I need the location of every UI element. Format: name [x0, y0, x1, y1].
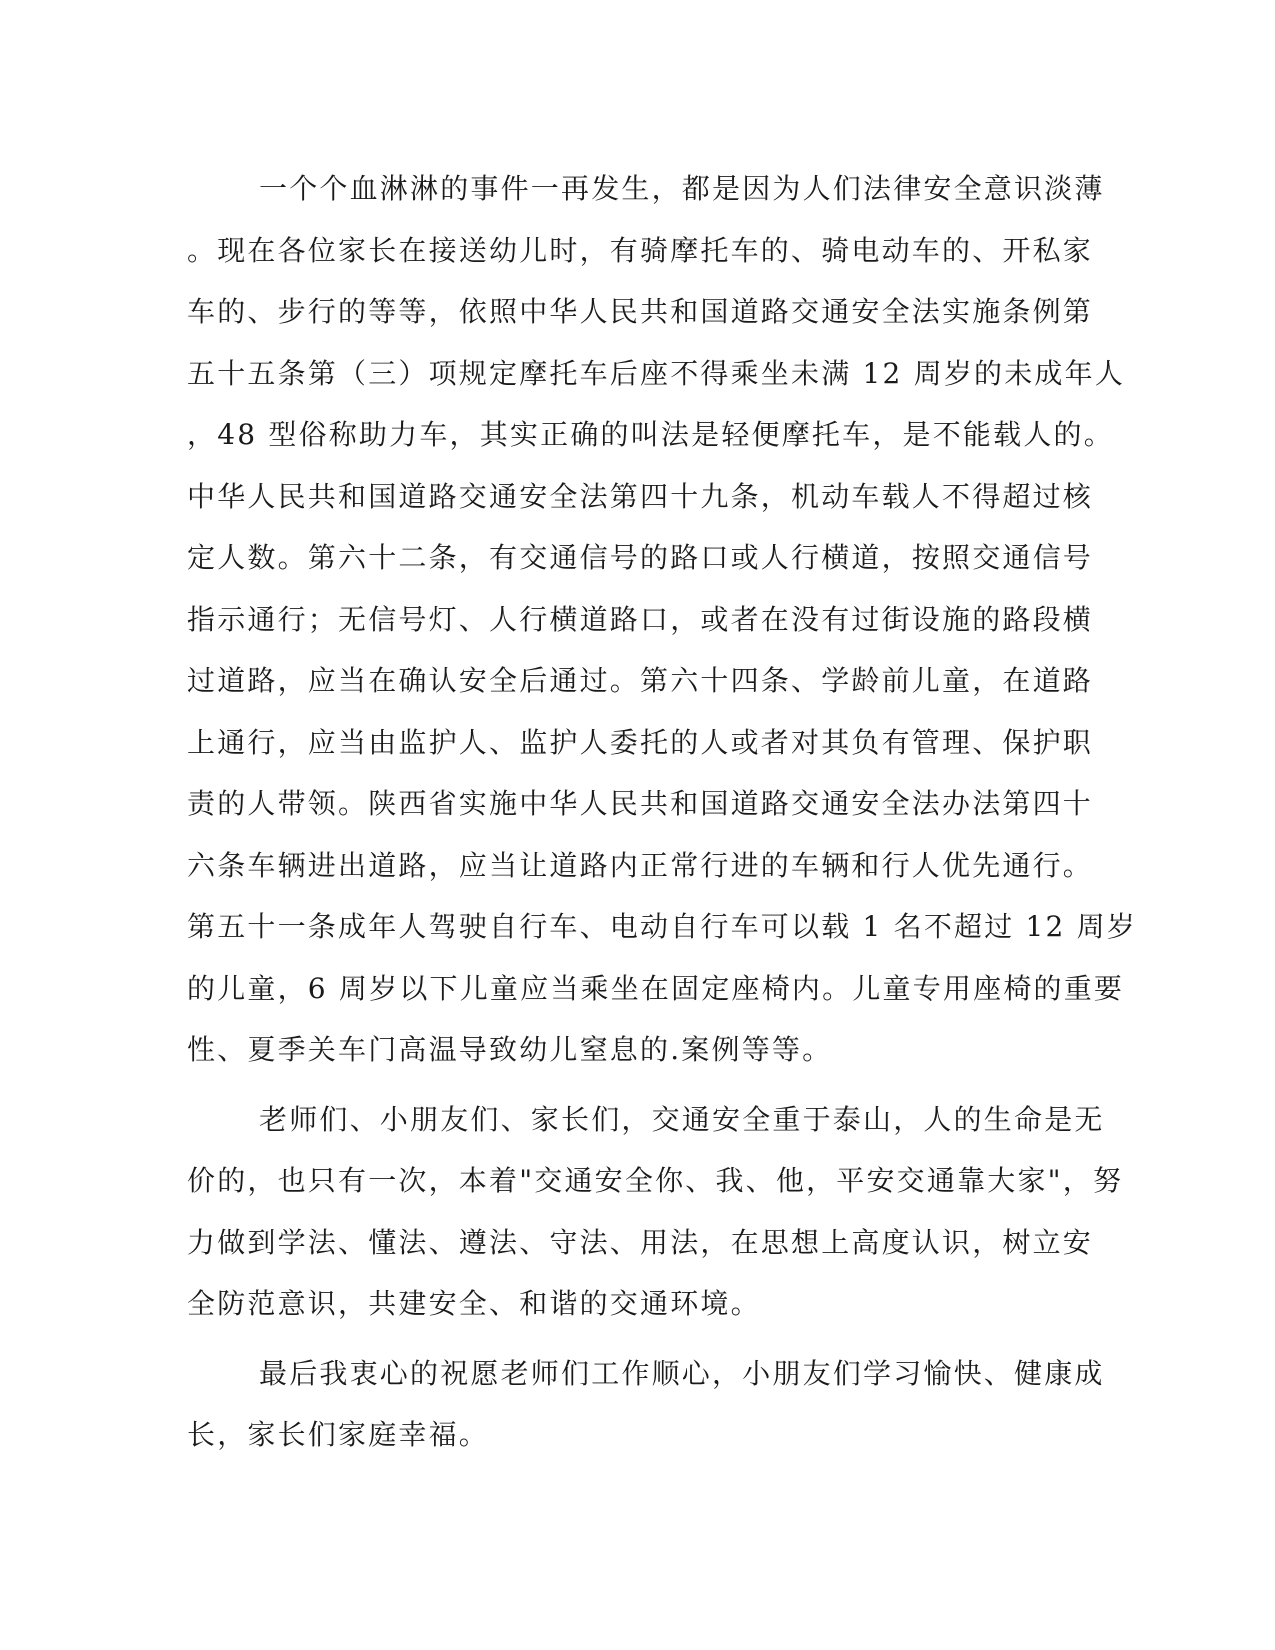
- text-line: 过道路，应当在确认安全后通过。第六十四条、学龄前儿童，在道路: [187, 664, 1094, 697]
- paragraph-3: [187, 1343, 1105, 1466]
- text-line: 老师们、小朋友们、家长们，交通安全重于泰山，人的生命是无: [259, 1102, 1105, 1136]
- text-line: 价的，也只有一次，本着"交通安全你、我、他，平安交通靠大家"，努: [187, 1164, 1124, 1197]
- document-body: [187, 158, 1138, 1466]
- text-line: 定人数。第六十二条，有交通信号的路口或人行横道，按照交通信号: [187, 541, 1094, 574]
- text-line: 上通行，应当由监护人、监护人委托的人或者对其负有管理、保护职: [187, 725, 1094, 759]
- text-line: 指示通行；无信号灯、人行横道路口，或者在没有过街设施的路段横: [187, 602, 1094, 636]
- paragraph-spacer: [187, 1081, 1067, 1089]
- text-line: 。现在各位家长在接送幼儿时，有骑摩托车的、骑电动车的、开私家: [187, 233, 1094, 267]
- text-line: 中华人民共和国道路交通安全法第四十九条，机动车载人不得超过核: [187, 479, 1094, 513]
- text-line: 全防范意识，共建安全、和谐的交通环境。: [187, 1287, 761, 1320]
- text-line: 责的人带领。陕西省实施中华人民共和国道路交通安全法办法第四十: [187, 787, 1094, 820]
- paragraph-2: [187, 1089, 1124, 1335]
- text-line: 六条车辆进出道路，应当让道路内正常行进的车辆和行人优先通行。: [187, 848, 1094, 882]
- text-line: ，48 型俗称助力车，其实正确的叫法是轻便摩托车，是不能载人的。: [187, 418, 1114, 451]
- text-line: 五十五条第（三）项规定摩托车后座不得乘坐未满 12 周岁的未成年人: [187, 356, 1126, 390]
- paragraph-1: [187, 158, 1138, 1081]
- text-line: 力做到学法、懂法、遵法、守法、用法，在思想上高度认识，树立安: [187, 1225, 1094, 1259]
- text-line: 车的、步行的等等，依照中华人民共和国道路交通安全法实施条例第: [187, 295, 1094, 328]
- text-line: 性、夏季关车门高温导致幼儿窒息的.案例等等。: [187, 1033, 833, 1066]
- text-line: 一个个血淋淋的事件一再发生，都是因为人们法律安全意识淡薄: [259, 172, 1105, 205]
- text-line: 的儿童，6 周岁以下儿童应当乘坐在固定座椅内。儿童专用座椅的重要: [187, 971, 1125, 1005]
- text-line: 第五十一条成年人驾驶自行车、电动自行车可以载 1 名不超过 12 周岁: [187, 910, 1138, 943]
- paragraph-spacer: [187, 1335, 1067, 1343]
- text-line: 最后我衷心的祝愿老师们工作顺心，小朋友们学习愉快、健康成: [259, 1356, 1105, 1390]
- text-line: 长，家长们家庭幸福。: [187, 1418, 490, 1451]
